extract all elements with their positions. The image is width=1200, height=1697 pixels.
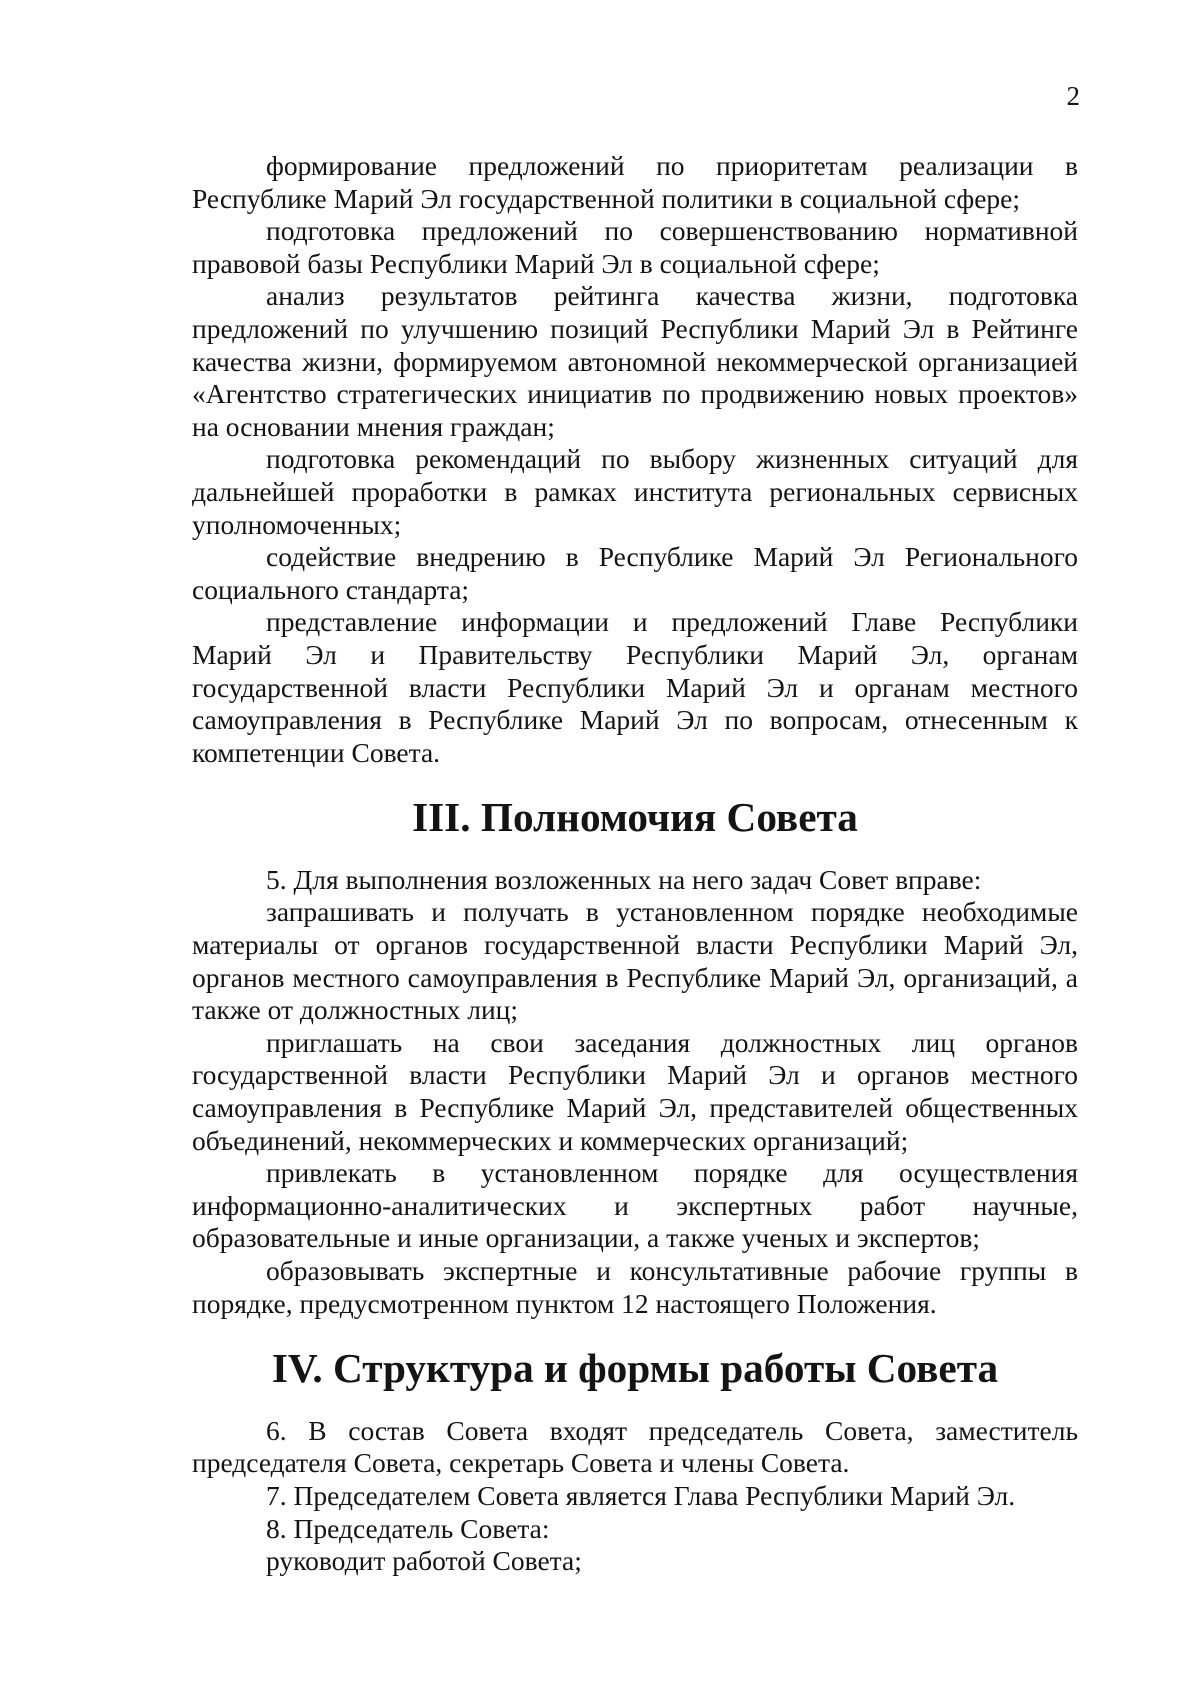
paragraph-quality-of-life: анализ результатов рейтинга качества жизни, подготовка предложений по улучшению позиций Республики Марий Эл в Рейтинге качества жизни, формируемом автономной некоммерческой организацией «Агентство стратегических инициатив по продвижению новых проектов» на основании мнения граждан; [192, 280, 1078, 442]
paragraph-priorities: формирование предложений по приоритетам реализации в Республике Марий Эл государственной политики в социальной сфере; [192, 150, 1078, 214]
paragraph-working-groups: образовывать экспертные и консультативные рабочие группы в порядке, предусмотренном пунктом 12 настоящего Положения. [192, 1255, 1078, 1319]
section-heading-powers: III. Полномочия Совета [412, 794, 858, 841]
paragraph-leads-work: руководит работой Совета; [266, 1545, 582, 1577]
paragraph-item-5: 5. Для выполнения возложенных на него задач Совет вправе: [266, 863, 982, 895]
paragraph-legal-base: подготовка предложений по совершенствованию нормативной правовой базы Республики Марий Эл в социальной сфере; [192, 215, 1078, 279]
paragraph-invite-officials: приглашать на свои заседания должностных лиц органов государственной власти Республики Марий Эл и органов местного самоуправления в Республике Марий Эл, представителей общественных объединений, некоммерческих и коммерческих организаций; [192, 1026, 1078, 1156]
paragraph-life-situations: подготовка рекомендаций по выбору жизненных ситуаций для дальнейшей проработки в рамках института региональных сервисных уполномоченных; [192, 443, 1078, 540]
paragraph-item-8: 8. Председатель Совета: [266, 1512, 550, 1544]
paragraph-information: представление информации и предложений Главе Республики Марий Эл и Правительству Республики Марий Эл, органам государственной власти Республики Марий Эл и органам местного самоуправления в Республике Марий Эл по вопросам, отнесенным к компетенции Совета. [192, 606, 1078, 768]
section-heading-structure: IV. Структура и формы работы Совета [271, 1345, 999, 1392]
paragraph-social-standard: содействие внедрению в Республике Марий Эл Регионального социального стандарта; [192, 541, 1078, 605]
paragraph-item-6: 6. В состав Совета входят председатель Совета, заместитель председателя Совета, секретарь Совета и члены Совета. [192, 1414, 1078, 1479]
paragraph-item-7: 7. Председателем Совета является Глава Республики Марий Эл. [266, 1479, 1016, 1511]
document-body [192, 150, 1078, 1578]
paragraph-engage-organizations: привлекать в установленном порядке для осуществления информационно-аналитических и экспертных работ научные, образовательные и иные организации, а также ученых и экспертов; [192, 1157, 1078, 1254]
paragraph-request-materials: запрашивать и получать в установленном порядке необходимые материалы от органов государственной власти Республики Марий Эл, органов местного самоуправления в Республике Марий Эл, организаций, а также от должностных лиц; [192, 896, 1078, 1026]
page-number: 2 [1066, 81, 1080, 111]
